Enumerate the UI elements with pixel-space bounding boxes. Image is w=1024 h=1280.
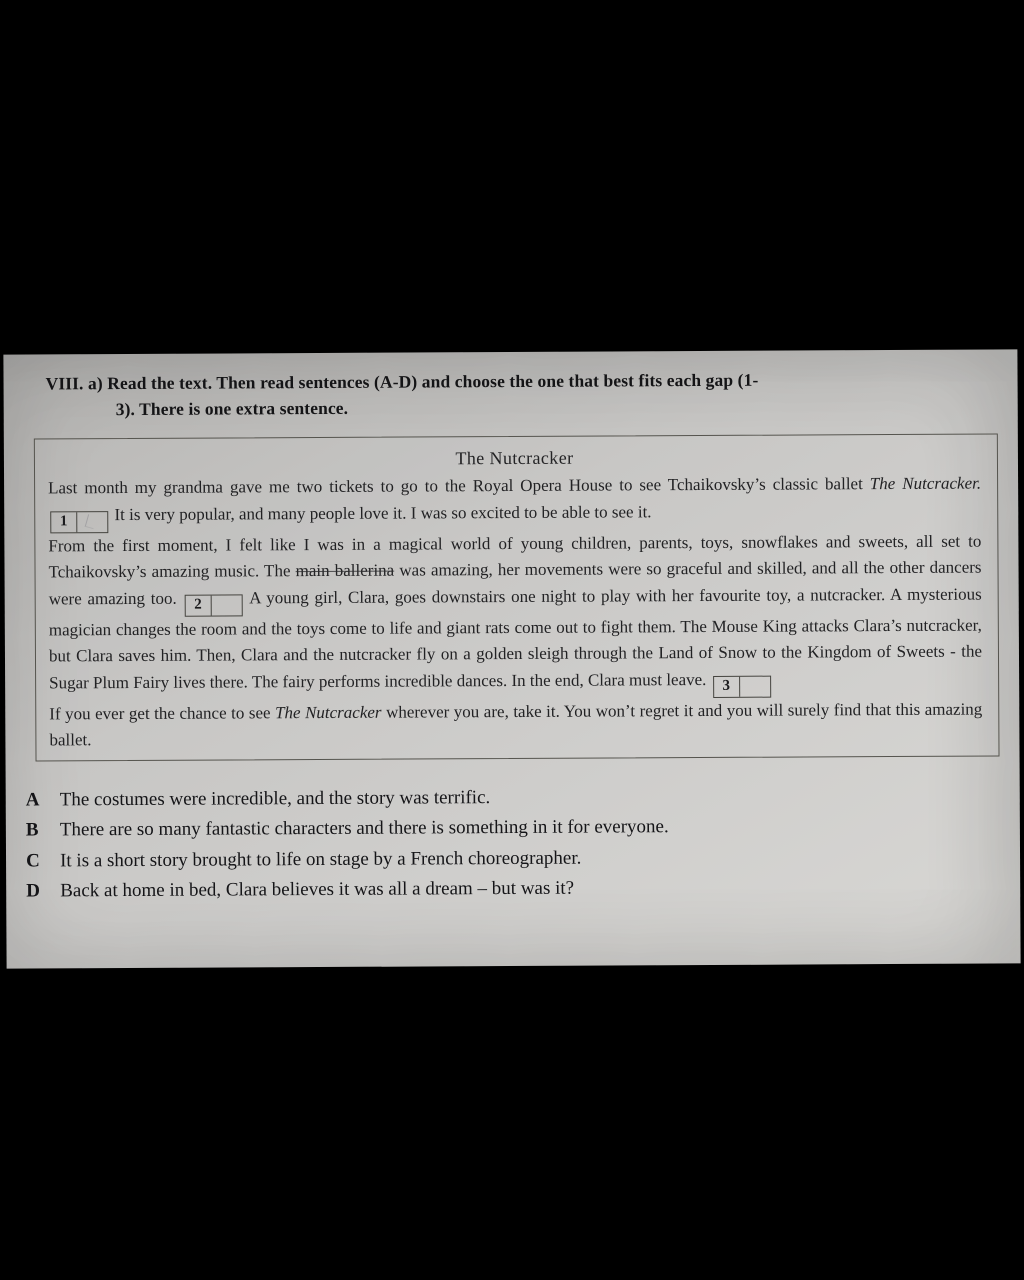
worksheet-paper (3, 349, 1020, 968)
passage-paragraph-2 (48, 528, 982, 701)
option-a (26, 780, 996, 816)
instructions-line-1: VIII. a) Read the text. Then read sentences (A-D) and choose the one that best fits each gap (1- (45, 369, 759, 394)
option-a-text: The costumes were incredible, and the story was terrific. (59, 786, 491, 810)
gap-2-box (184, 594, 242, 616)
option-c-text: It is a short story brought to life on stage by a French choreographer. (59, 847, 582, 871)
gap-2-number: 2 (185, 595, 211, 615)
exercise-instructions (45, 366, 983, 423)
gap-1-blank (77, 512, 107, 532)
option-b-letter: B (25, 819, 39, 841)
para3-italic-title: The Nutcracker (274, 702, 382, 722)
option-b-text: There are so many fantastic characters and there is something in it for everyone. (59, 816, 669, 841)
para1-text-2: It is very popular, and many people love it. I was so excited to be able to see it. (114, 501, 652, 524)
option-c-letter: C (25, 849, 40, 872)
gap-3-blank (740, 676, 770, 696)
option-a-letter: A (25, 788, 40, 811)
para1-italic-title: The Nutcracker. (869, 473, 982, 494)
answer-options (26, 780, 997, 907)
pencil-mark (85, 514, 97, 529)
para3-text-1: If you ever get the chance to see (49, 702, 271, 723)
para2-text-3: A young girl, Clara, goes downstairs one night to play with her favourite toy, a nutcracker. A mysterious magician changes the room and the toys come to life and giant rats come out to fight them. The Mouse King attacks Clara’s nutcracker, but Clara saves him. Then, Clara and the nutcracker fly on a golden sleigh through the Land of Snow to the Kingdom of Sweets - the Sugar Plum Fairy lives there. The fairy performs incredible dances. In the end, Clara must leave. (48, 584, 983, 692)
para3-text-2: wherever you are, take it. You won’t regret it and you will surely find that this amazing ballet. (49, 699, 983, 750)
para2-text-2: was amazing, her movements were so graceful and skilled, and all the other dancers were amazing too. (48, 557, 982, 608)
gap-2-blank (211, 595, 241, 615)
option-c (26, 841, 996, 877)
para2-struck-text: main ballerina (295, 560, 395, 581)
option-d-letter: D (26, 880, 40, 902)
option-b (26, 810, 996, 846)
passage-title: The Nutcracker (455, 447, 574, 469)
para2-text-1: From the first moment, I felt like I was in a magical world of young children, parents, toys, snowflakes and sweets, all set to Tchaikovsky’s amazing music. The (48, 531, 982, 582)
gap-1-box (50, 511, 108, 533)
gap-3-box (713, 675, 771, 697)
passage-paragraph-3 (49, 696, 982, 754)
option-d (26, 871, 996, 907)
gap-1-number: 1 (51, 512, 77, 532)
instructions-line-2: 3). There is one extra sentence. (115, 397, 349, 420)
gap-3-number: 3 (714, 676, 740, 696)
passage-paragraph-1 (48, 471, 981, 533)
option-d-text: Back at home in bed, Clara believes it was all a dream – but was it? (60, 877, 575, 902)
reading-passage-box (34, 433, 1000, 761)
para1-text-1: Last month my grandma gave me two tickets to go to the Royal Opera House to see Tchaikovsky’s classic ballet (48, 474, 863, 498)
